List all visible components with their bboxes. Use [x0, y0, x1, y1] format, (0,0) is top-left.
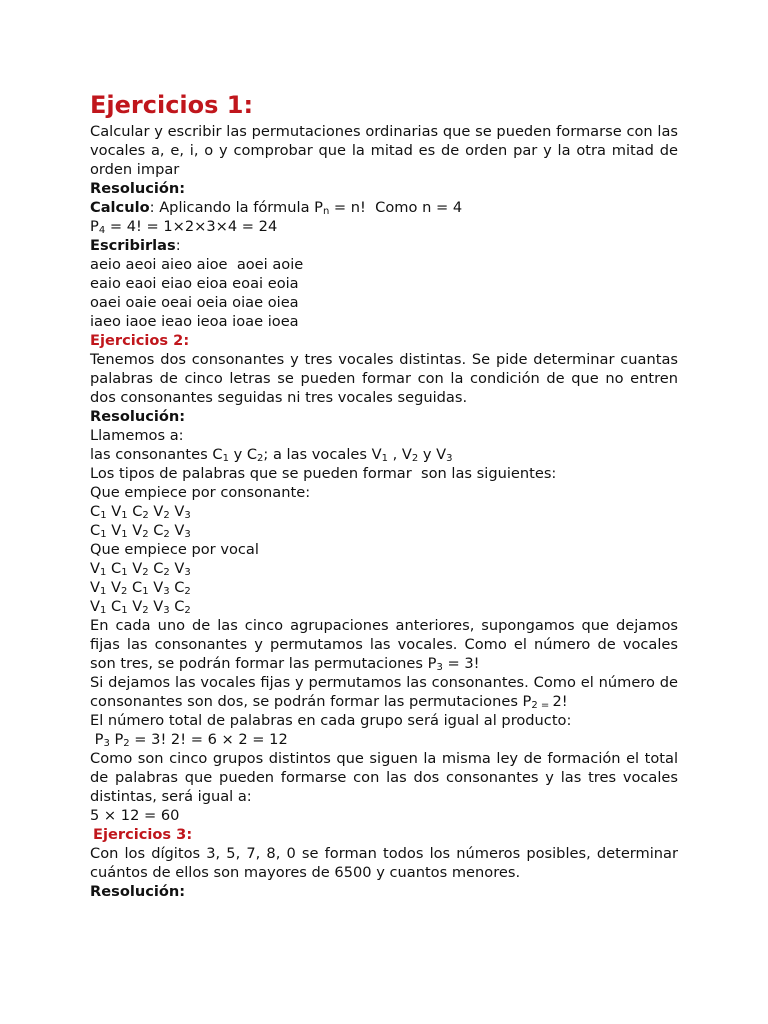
perm-row: aeio aeoi aieo aioe aoei aoie [90, 256, 304, 273]
ex1-escribirlas-line [90, 236, 678, 255]
perm-row: eaio eaoi eiao eioa eoai eoia [90, 275, 299, 292]
p4-sub: 4 [98, 225, 106, 236]
ex2-para3: Como son cinco grupos distintos que siguen la misma ley de formación el total de palabras que pueden formarse con las dos consonantes y las tres vocales distintas, será igual a: [90, 750, 678, 805]
calculo-text: : Aplicando la fórmula P [149, 199, 323, 216]
ex2-total: El número total de palabras en cada grupo será igual al producto: [90, 712, 572, 729]
product-result: = 3! 2! = 6 × 2 = 12 [129, 731, 288, 748]
escribirlas-label: Escribirlas [90, 237, 176, 254]
ex2-definitions: las consonantes $C_1$ y $C_2$; a las vocales $V_1$ , $V_2$ y $V_3$ [90, 446, 453, 464]
word-pattern: $V_1$ $C_1$ $V_2$ $C_2$ $V_3$ [90, 560, 191, 578]
para2-end: 2! [552, 693, 568, 710]
para2-text: Si dejamos las vocales fijas y permutamos las consonantes. Como el número de consonantes son dos, se podrán formar las permutaciones P [90, 674, 678, 710]
document-page [90, 88, 678, 901]
word-pattern: $V_1$ $V_2$ $C_1$ $V_3$ $C_2$ [90, 579, 191, 597]
ex3-title: Ejercicios 3: [93, 826, 193, 843]
ex2-final-calc: 5 × 12 = 60 [90, 807, 180, 824]
para1-text: En cada uno de las cinco agrupaciones anteriores, supongamos que dejamos fijas las consonantes y permutamos las vocales. Como el número de vocales son tres, se podrán formar las permutaciones P [90, 617, 678, 672]
ex2-para2 [90, 673, 678, 711]
para1-end: = 3! [442, 655, 480, 672]
p4-result: = 4! = 1×2×3×4 = 24 [105, 218, 278, 235]
calculo-label: Calculo [90, 199, 150, 216]
perm-row: iaeo iaoe ieao ieoa ioae ioea [90, 313, 299, 330]
word-pattern: $C_1$ $V_1$ $V_2$ $C_2$ $V_3$ [90, 522, 191, 540]
ex1-statement: Calcular y escribir las permutaciones ordinarias que se pueden formarse con las vocales a, e, i, o y comprobar que la mitad es de orden par y la otra mitad de orden impar [90, 123, 678, 178]
ex2-product: $P_3$ $P_2 = 3$! 2! = 6 × 2 = 12 [90, 731, 288, 749]
ex2-vocal-head: Que empiece por vocal [90, 541, 259, 558]
ex2-tipos: Los tipos de palabras que se pueden formar son las siguientes: [90, 465, 557, 482]
word-pattern: $C_1$ $V_1$ $C_2$ $V_2$ $V_3$ [90, 503, 191, 521]
ex1-calculo-line [90, 198, 678, 217]
ex2-statement: Tenemos dos consonantes y tres vocales distintas. Se pide determinar cuantas palabras de cinco letras se pueden formar con la condición de que no entren dos consonantes seguidas ni tres vocales seguidas. [90, 351, 678, 406]
para1-sub: 3 [436, 662, 443, 673]
para2-sub: 2 = [531, 700, 553, 711]
ex2-resolucion: Resolución: [90, 408, 186, 425]
p4-symbol: P [90, 218, 99, 235]
ex1-resolucion: Resolución: [90, 180, 186, 197]
ex3-statement: Con los dígitos 3, 5, 7, 8, 0 se forman todos los números posibles, determinar cuántos de ellos son mayores de 6500 y cuantos menores. [90, 845, 678, 881]
ex2-para1 [90, 616, 678, 673]
calculo-sub: n [322, 206, 330, 217]
escribirlas-colon: : [175, 237, 181, 254]
ex2-consonante-head: Que empiece por consonante: [90, 484, 311, 501]
ex1-title: Ejercicios 1: [90, 91, 254, 119]
calculo-text2: = n! Como n = 4 [329, 199, 463, 216]
ex2-title: Ejercicios 2: [90, 332, 190, 349]
ex3-resolucion: Resolución: [90, 883, 186, 900]
ex1-p4-line [90, 217, 678, 236]
word-pattern: $V_1$ $C_1$ $V_2$ $V_3$ $C_2$ [90, 598, 191, 616]
perm-row: oaei oaie oeai oeia oiae oiea [90, 294, 299, 311]
ex2-llamemos: Llamemos a: [90, 427, 184, 444]
